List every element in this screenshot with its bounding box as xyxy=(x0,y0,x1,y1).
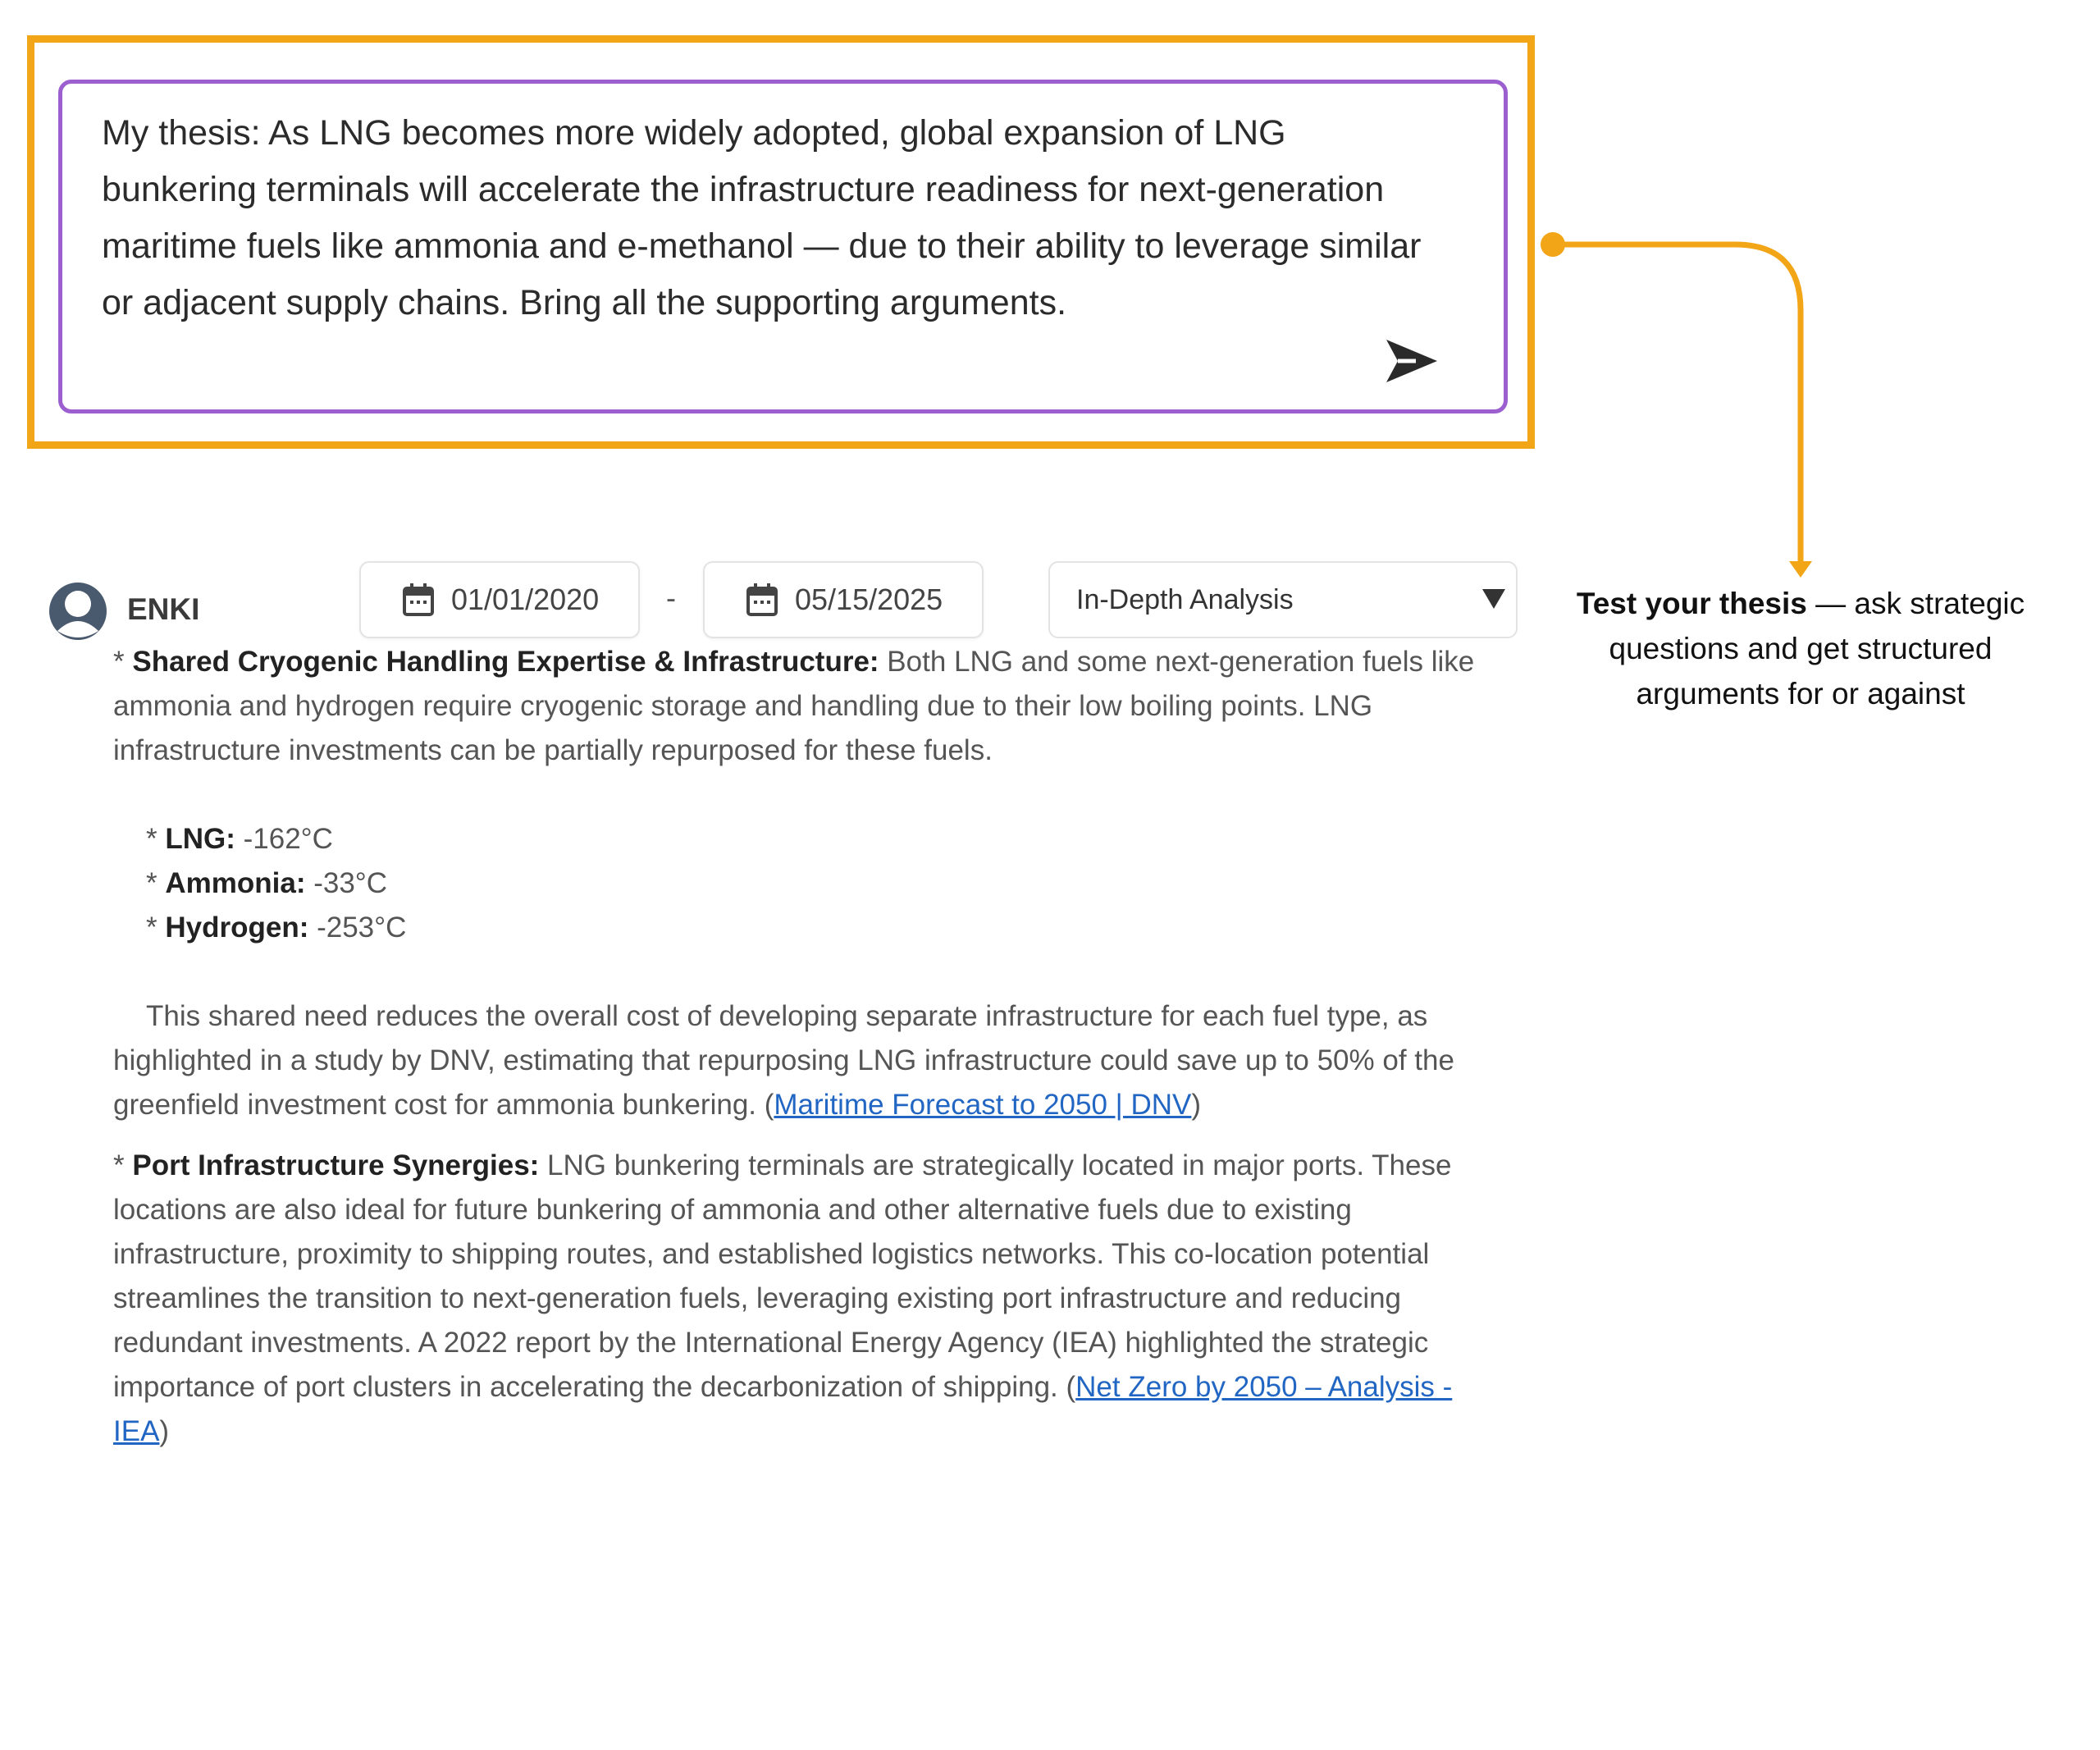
calendar-icon xyxy=(402,583,435,617)
bullet-marker: * xyxy=(113,1149,133,1181)
boiling-point-list xyxy=(146,817,1508,950)
thesis-callout xyxy=(1571,581,2030,716)
dnv-source-link[interactable]: Maritime Forecast to 2050 | DNV xyxy=(774,1089,1192,1121)
response-paragraph-dnv xyxy=(113,994,1508,1127)
agent-name: ENKI xyxy=(127,592,200,626)
callout-rest: — ask strategic questions and get structured arguments for or against xyxy=(1609,587,2025,711)
date-to-picker[interactable] xyxy=(703,561,984,638)
prompt-input-box[interactable] xyxy=(58,80,1508,414)
date-to-value: 05/15/2025 xyxy=(795,583,943,616)
response-section-port xyxy=(113,1144,1508,1454)
callout-bold: Test your thesis xyxy=(1576,587,1807,620)
user-avatar-icon xyxy=(48,582,107,641)
section-body: Both LNG and some next-generation fuels like ammonia and hydrogen require cryogenic storage and handling due to their low boiling points. LNG infrastructure investments can be partially repurposed for these fuels. xyxy=(113,646,1475,766)
list-item: * Ammonia: -33°C xyxy=(146,867,388,899)
prompt-text[interactable]: My thesis: As LNG becomes more widely adopted, global expansion of LNG bunkering terminals will accelerate the infrastructure readiness for next-generation maritime fuels like ammonia and e-methanol — due to their ability to leverage similar or adjacent supply chains. Bring all the supporting arguments. xyxy=(102,113,1422,322)
section-title: Shared Cryogenic Handling Expertise & Infrastructure: xyxy=(132,646,879,678)
bullet-marker: * xyxy=(113,646,133,678)
analysis-mode-value: In-Depth Analysis xyxy=(1076,584,1294,615)
list-item: * Hydrogen: -253°C xyxy=(146,912,407,944)
section-close: ) xyxy=(159,1415,170,1447)
date-from-value: 01/01/2020 xyxy=(451,583,600,616)
section-body: LNG bunkering terminals are strategically located in major ports. These locations are also ideal for future bunkering of ammonia and other alternative fuels due to existing infrastructure, proximity to shipping routes, and established logistics networks. This co-location potential streamlines the transition to next-generation fuels, leveraging existing port infrastructure and reducing redundant investments. A 2022 report by the International Energy Agency (IEA) highlighted the strategic importance of port clusters in accelerating the decarbonization of shipping. ( xyxy=(113,1149,1452,1403)
response-body xyxy=(113,640,1508,1454)
paragraph-text: This shared need reduces the overall cost of developing separate infrastructure for each fuel type, as highlighted in a study by DNV, estimating that repurposing LNG infrastructure could save up to 50% of the greenfield investment cost for ammonia bunkering. ( xyxy=(113,1000,1454,1121)
paragraph-gap xyxy=(113,1127,1508,1144)
analysis-mode-select[interactable] xyxy=(1048,561,1518,638)
paragraph-close: ) xyxy=(1191,1089,1202,1121)
calendar-icon xyxy=(746,583,778,617)
date-from-picker[interactable] xyxy=(359,561,640,638)
chevron-down-icon xyxy=(1481,587,1506,610)
response-section-cryogenic xyxy=(113,640,1508,773)
date-separator: - xyxy=(666,581,676,615)
send-arrow-icon[interactable] xyxy=(1383,336,1440,386)
iea-source-link[interactable]: Net Zero by 2050 – Analysis - IEA xyxy=(113,1371,1453,1447)
section-title: Port Infrastructure Synergies: xyxy=(132,1149,540,1181)
list-item: * LNG: -162°C xyxy=(146,823,333,855)
